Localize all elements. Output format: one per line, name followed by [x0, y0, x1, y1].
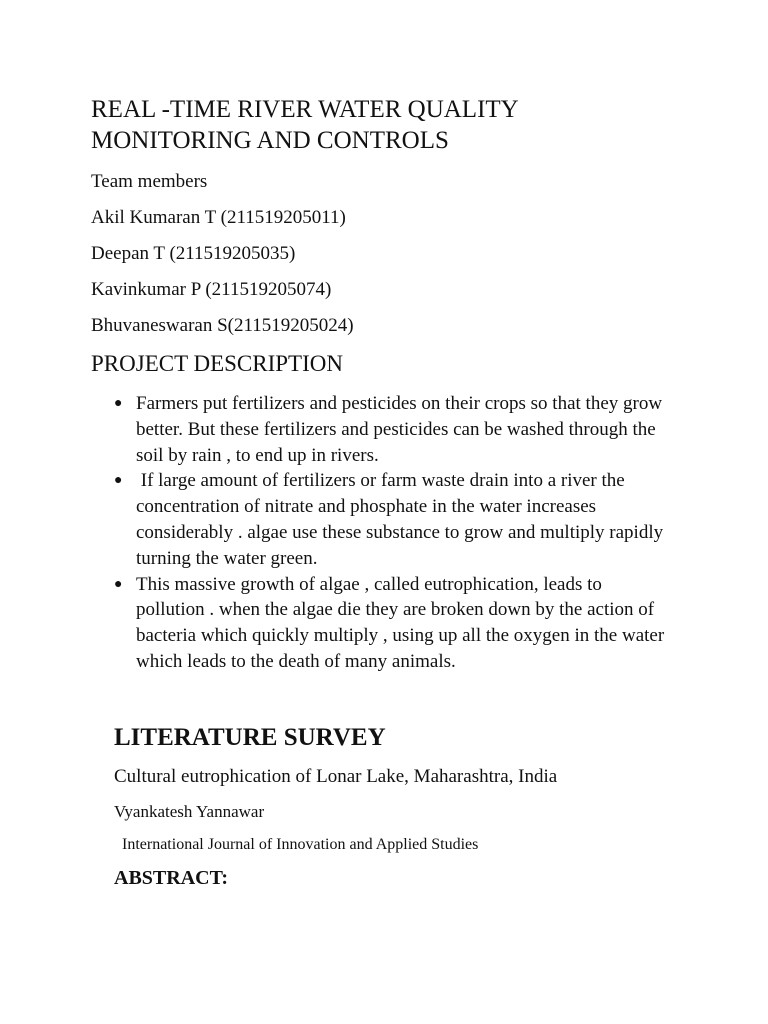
document-title: [91, 94, 691, 156]
project-description-heading: PROJECT DESCRIPTION: [91, 351, 343, 376]
list-item: [114, 391, 674, 468]
team-member: Kavinkumar P (211519205074): [91, 279, 332, 300]
team-member: Deepan T (211519205035): [91, 243, 296, 264]
bullet-text: If large amount of fertilizers or farm waste drain into a river the concentration of nitrate and phosphate in the water increases considerably . algae use these substance to grow and multiply rapidly turning the water green.: [136, 470, 668, 569]
bullet-icon: ●: [114, 473, 123, 489]
team-member: Akil Kumaran T (211519205011): [91, 207, 346, 228]
bullet-text: Farmers put fertilizers and pesticides on their crops so that they grow better. But these fertilizers and pesticides can be washed through the soil by rain , to end up in rivers.: [136, 393, 663, 466]
bullet-text: This massive growth of algae , called eutrophication, leads to pollution . when the algae die they are broken down by the action of bacteria which quickly multiply , using up all the oxygen in the water which leads to the death of many animals.: [136, 573, 665, 672]
literature-survey-heading: LITERATURE SURVEY: [114, 724, 386, 751]
bullet-icon: ●: [114, 396, 123, 411]
bullet-icon: ●: [114, 576, 123, 592]
team-member: Bhuvaneswaran S(211519205024): [91, 315, 354, 336]
project-description-list: [114, 391, 674, 675]
title-line-2: MONITORING AND CONTROLS: [91, 127, 449, 154]
paper-title: Cultural eutrophication of Lonar Lake, Maharashtra, India: [114, 766, 558, 787]
abstract-heading: ABSTRACT:: [114, 867, 229, 889]
list-item: [114, 572, 674, 675]
paper-author: Vyankatesh Yannawar: [114, 802, 265, 821]
list-item: [114, 468, 674, 571]
team-members-label: Team members: [91, 171, 208, 192]
title-line-1: REAL -TIME RIVER WATER QUALITY: [91, 96, 519, 123]
paper-journal: International Journal of Innovation and Applied Studies: [118, 836, 479, 853]
